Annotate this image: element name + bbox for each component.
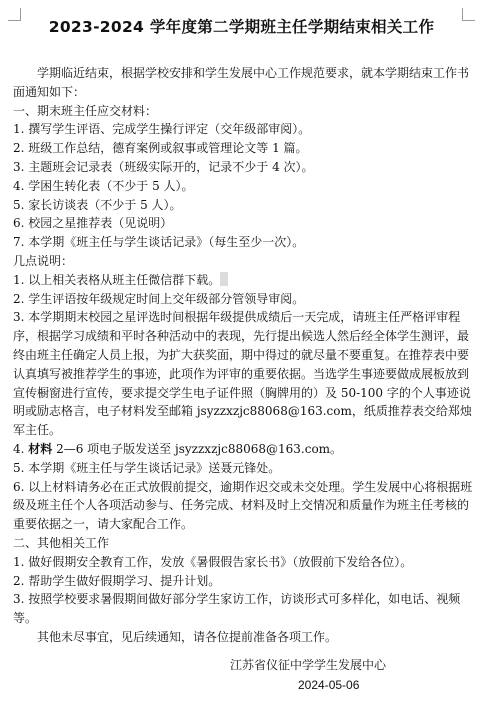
- section2-item: 1. 做好假期安全教育工作，发放《暑假假告家长书》（放假前下发给各位）。: [13, 554, 413, 569]
- section1-item: 6. 校园之星推荐表（见说明）: [13, 216, 173, 231]
- text-cursor-highlight: [220, 272, 228, 286]
- notes-item: 5. 本学期《班主任与学生谈话记录》送聂元锋处。: [13, 460, 281, 475]
- section1-item: 2. 班级工作总结，德育案例或叙事或管理论文等 1 篇。: [13, 141, 308, 156]
- notes-heading: 几点说明：: [13, 253, 74, 268]
- notes-item-number: 4.: [13, 441, 29, 456]
- section1-item: 1. 撰写学生评语、完成学生操行评定（交年级部审阅）。: [13, 122, 311, 137]
- closing-paragraph: 其他未尽事宜，见后续通知，请各位提前准备各项工作。: [37, 629, 338, 644]
- signature-date: 2024-05-06: [298, 678, 360, 692]
- section1-item: 4. 学困生转化表（不少于 5 人）。: [13, 178, 194, 193]
- notes-item-text: 1. 以上相关表格从班主任微信群下载。: [13, 272, 221, 287]
- notes-item: [13, 271, 475, 290]
- section1-heading: 一、期末班主任应交材料：: [13, 103, 158, 118]
- section2-item: 2. 帮助学生做好假期学习、提升计划。: [13, 573, 221, 588]
- intro-paragraph: 学期临近结束，根据学校安排和学生发展中心工作规范要求，就本学期结束工作书面通知如下：: [13, 66, 470, 99]
- section2-item: 3. 按照学校要求暑假期间做好部分学生家访工作，访谈形式可多样化，如电话、视频等。: [13, 592, 461, 626]
- notes-item-text: 2—6 项电子版发送至 jsyzzxzjc88068@163.com。: [52, 441, 343, 456]
- section1-item: 3. 主题班会记录表（班级实际开的，记录不少于 4 次）。: [13, 159, 314, 174]
- document-body: [13, 64, 475, 647]
- section1-item: 5. 家长访谈表（不少于 5 人）。: [13, 197, 182, 212]
- notes-item: 6. 以上材料请务必在正式放假前提交，逾期作迟交或未交处理。学生发展中心将根据班级及班主任个人各项活动参与、任务完成、材料及时上交情况和质量作为班主任考核的重要依据之一，请大家配合工作。: [13, 479, 473, 532]
- section1-item: 7. 本学期《班主任与学生谈话记录》（每生至少一次）。: [13, 235, 305, 250]
- section2-heading: 二、其他相关工作: [13, 535, 110, 550]
- notes-item: [13, 440, 475, 459]
- notes-item: 3. 本学期期末校园之星评选时间根据年级提供成绩后一天完成，请班主任严格评审程序，根据学习成绩和平时各种活动中的表现，先行提出候选人然后经全体学生测评，最终由班主任确定人员上报，为扩大获奖面，期中得过的就尽量不要重复。在推荐表中要认真填写被推荐学生的事迹，此项作为评审的重要依据。当选学生事迹要做成展板放到宣传橱窗进行宣传，要求提交学生电子证件照（胸牌用的）及 50-100 字的个人事迹说明或励志格言，电子材料发至邮箱 jsyzzxzjc88068@163.com，纸质推荐表交给郑烛军主任。: [13, 310, 472, 438]
- signature-org: 江苏省仪征中学学生发展中心: [230, 658, 387, 672]
- notes-item-bold: 材料: [28, 441, 53, 456]
- signature-block: [230, 655, 430, 695]
- document-title: 2023-2024 学年度第二学期班主任学期结束相关工作: [48, 18, 435, 36]
- notes-item: 2. 学生评语按年级规定时间上交年级部分管领导审阅。: [13, 291, 305, 306]
